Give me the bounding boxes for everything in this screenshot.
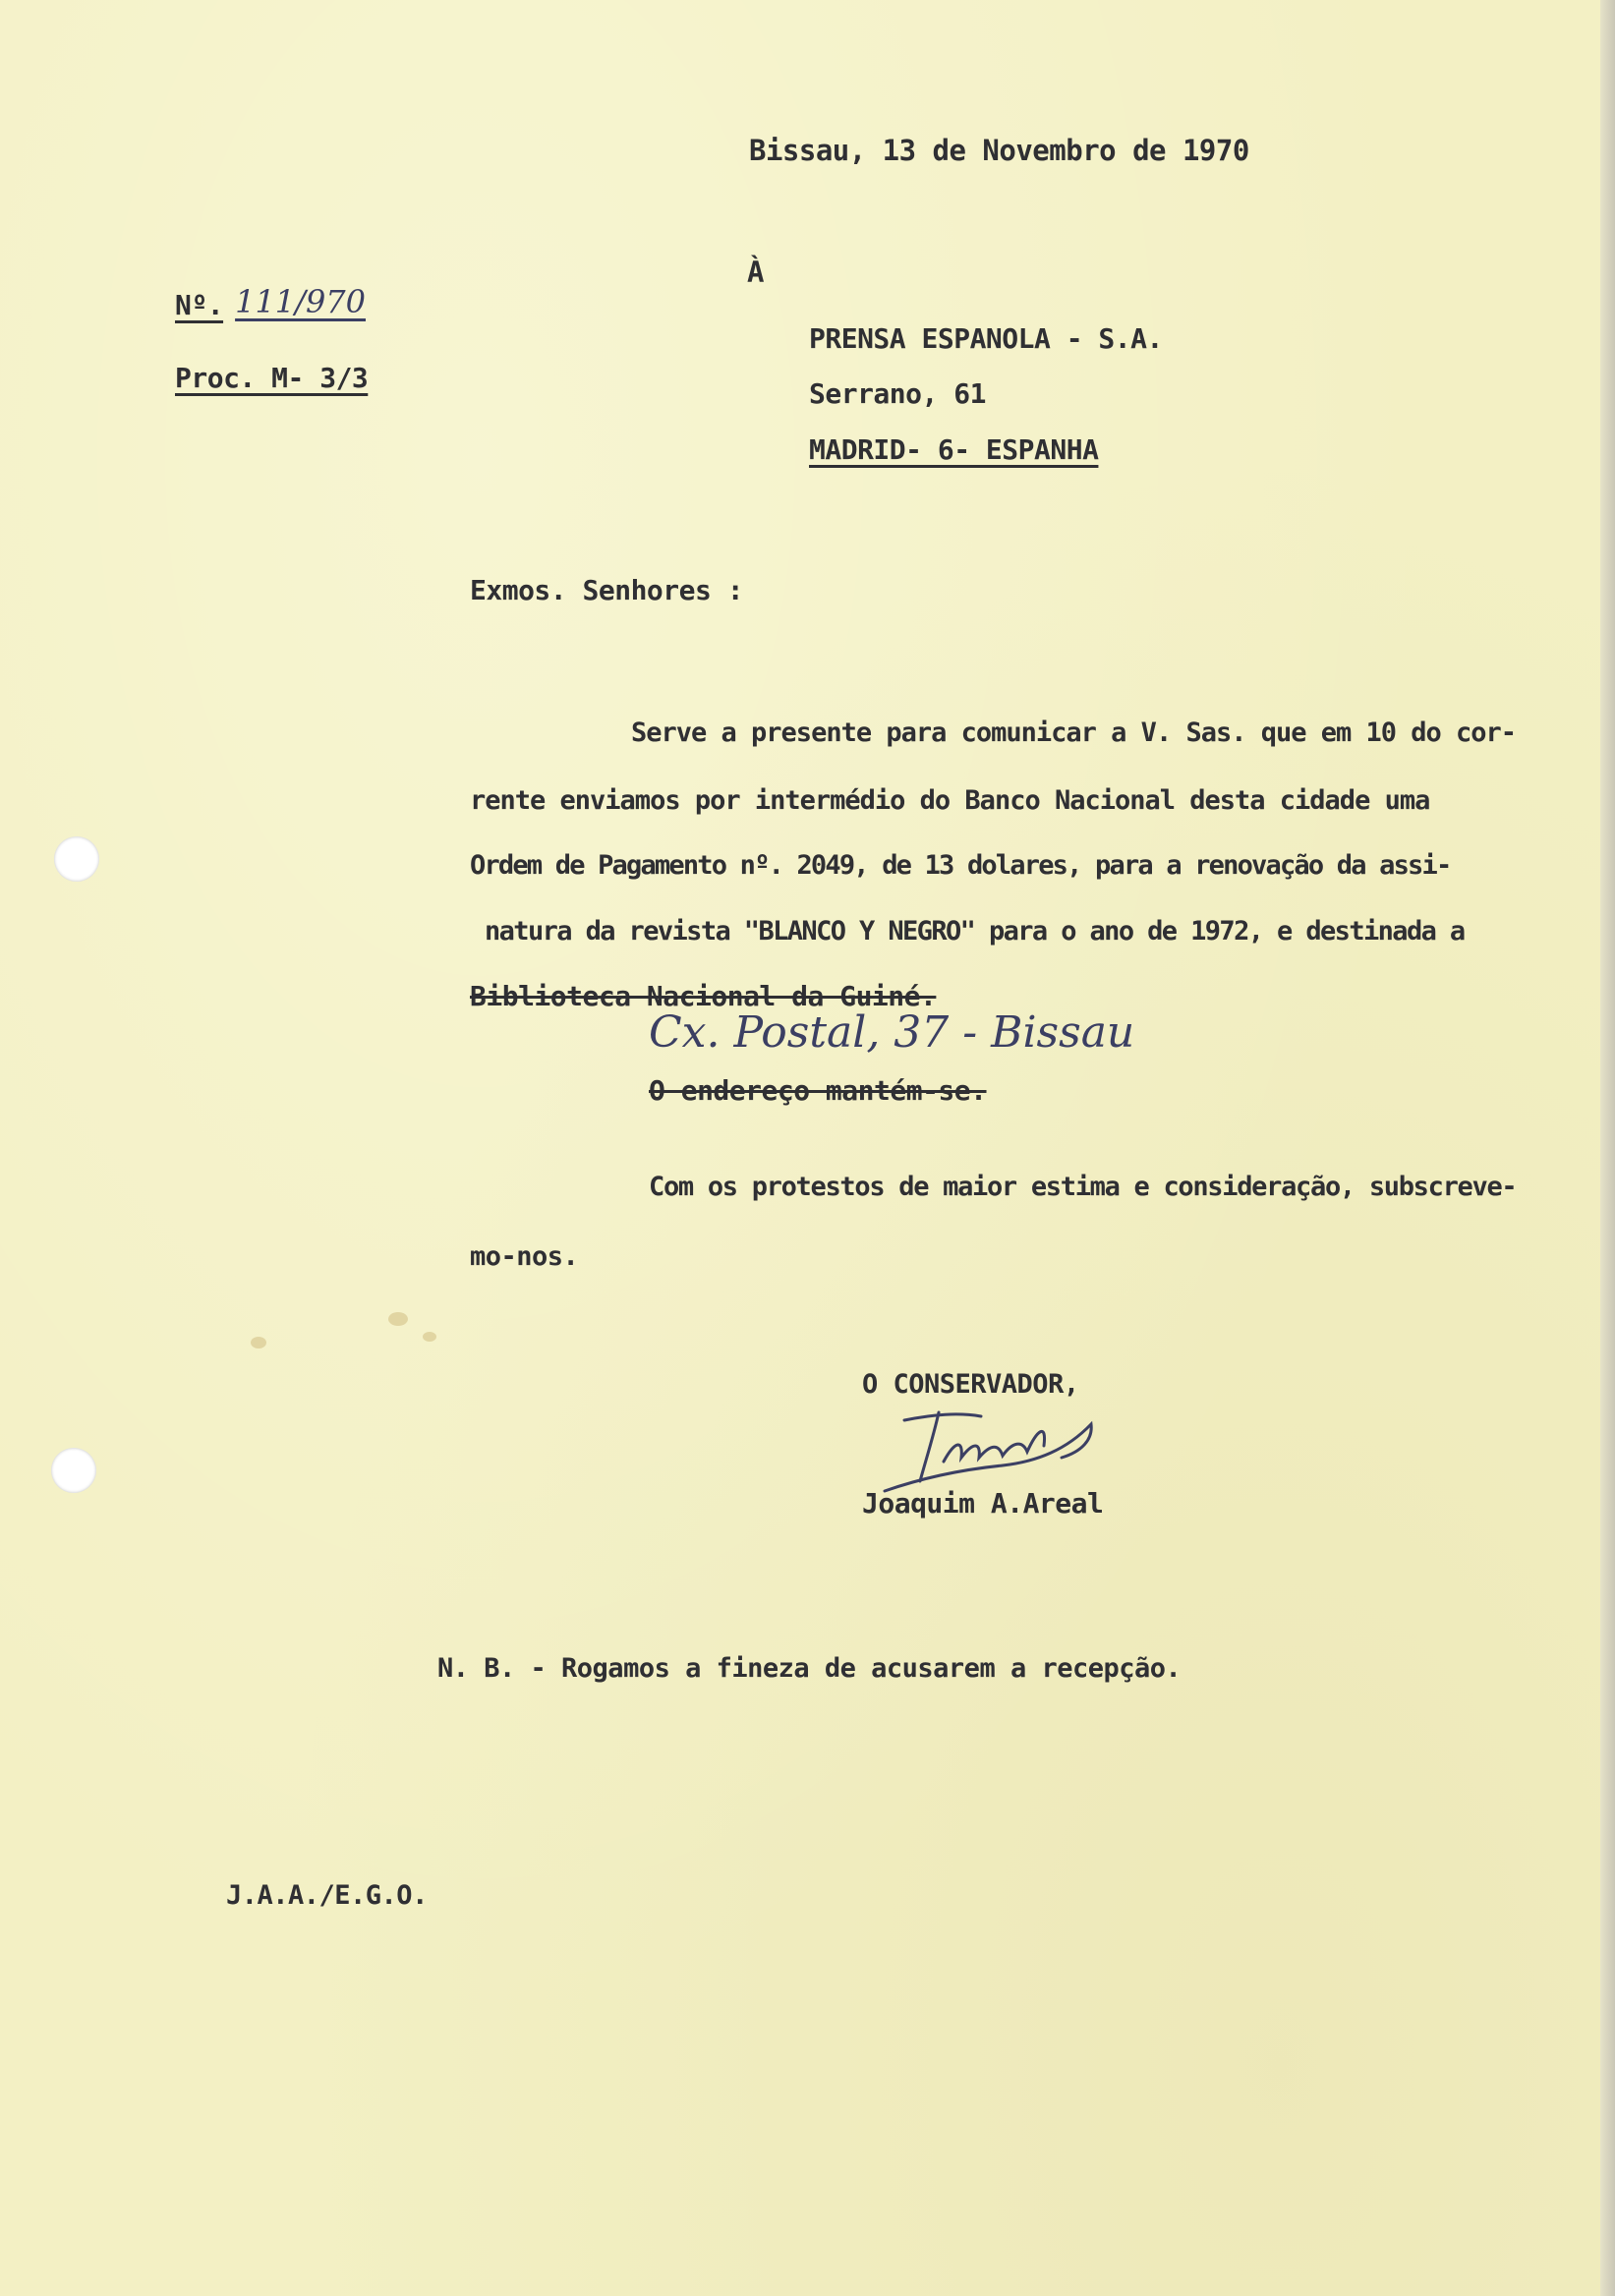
page-edge: [1600, 0, 1615, 2296]
signatory-title: O CONSERVADOR,: [862, 1369, 1079, 1400]
struck-destination: Biblioteca Nacional da Guiné.: [470, 980, 937, 1012]
reference-number-label: Nº.: [175, 289, 224, 321]
typist-initials: J.A.A./E.G.O.: [226, 1880, 428, 1911]
reference-number-value: 111/970: [235, 283, 367, 320]
punch-hole-top: [54, 836, 99, 882]
paper-stain: [423, 1332, 436, 1342]
signatory-name: Joaquim A.Areal: [862, 1487, 1104, 1520]
recipient-city: MADRID- 6- ESPANHA: [809, 433, 1099, 466]
addressee-prefix: À: [747, 256, 764, 289]
struck-address-note: O endereço mantém-se.: [649, 1074, 987, 1107]
body-line-1: Serve a presente para comunicar a V. Sas. que em 10 do cor-: [631, 718, 1517, 748]
paper-stain: [388, 1312, 408, 1326]
recipient-street: Serrano, 61: [809, 377, 986, 410]
closing-line-2: mo-nos.: [470, 1241, 579, 1272]
body-line-3: Ordem de Pagamento nº. 2049, de 13 dolares, para a renovação da assi-: [470, 850, 1451, 881]
handwritten-address: Cx. Postal, 37 - Bissau: [649, 1007, 1135, 1058]
reference-number: [175, 283, 367, 322]
body-line-2: rente enviamos por intermédio do Banco Nacional desta cidade uma: [470, 785, 1430, 816]
punch-hole-bottom: [51, 1448, 96, 1493]
process-reference: Proc. M- 3/3: [175, 362, 369, 394]
recipient-name: PRENSA ESPANOLA - S.A.: [809, 322, 1163, 355]
nb-note: N. B. - Rogamos a fineza de acusarem a recepção.: [437, 1653, 1182, 1684]
closing-line-1: Com os protestos de maior estima e consideração, subscreve-: [649, 1172, 1517, 1202]
paper-stain: [251, 1337, 266, 1349]
body-line-4: natura da revista "BLANCO Y NEGRO" para o ano de 1972, e destinada a: [485, 916, 1465, 947]
salutation: Exmos. Senhores :: [470, 574, 744, 606]
place-date: Bissau, 13 de Novembro de 1970: [749, 134, 1249, 167]
